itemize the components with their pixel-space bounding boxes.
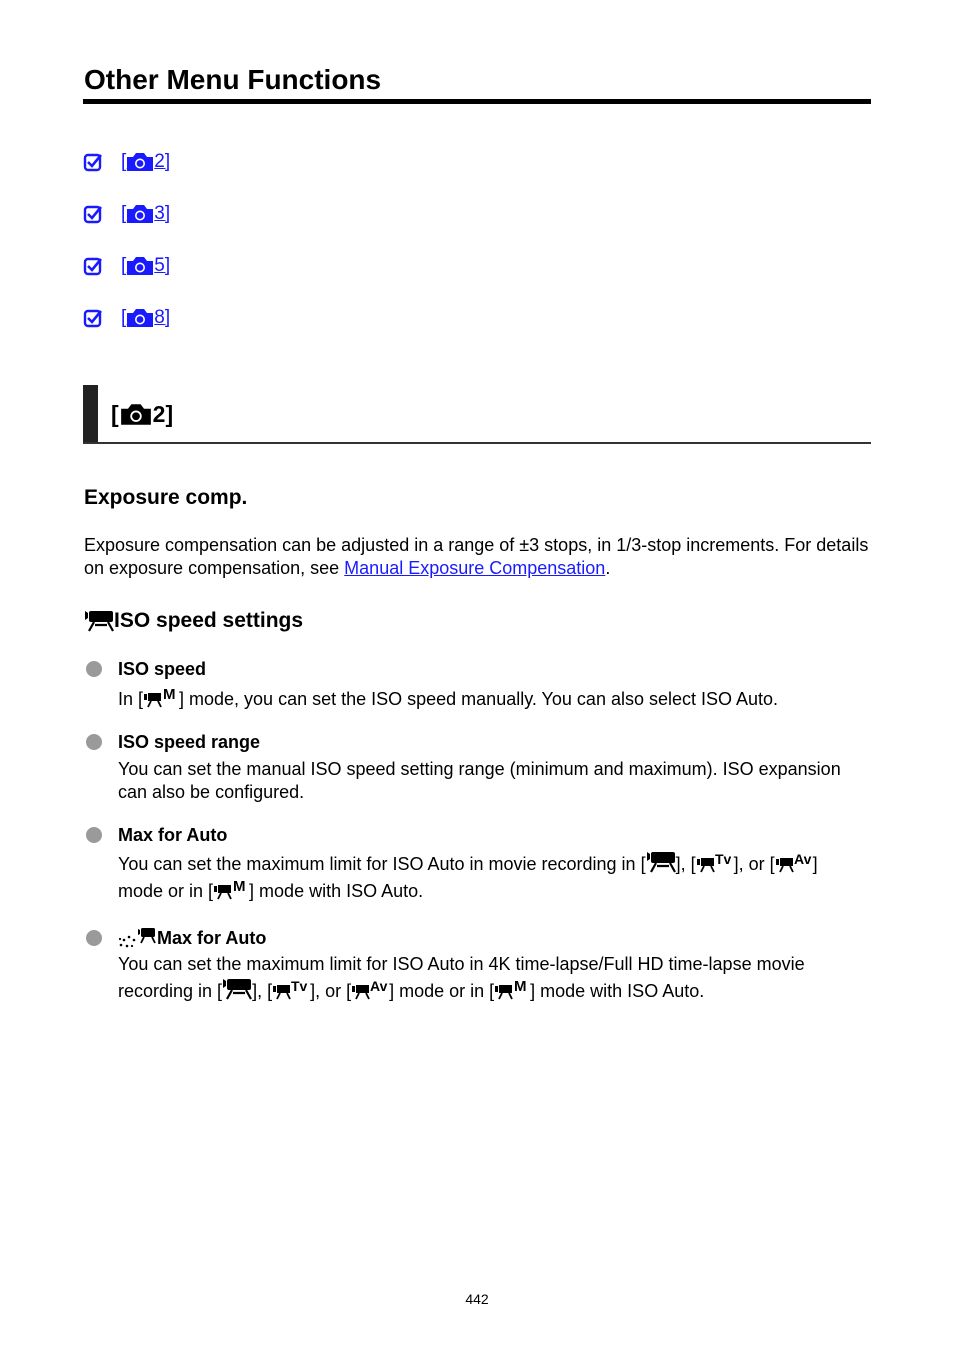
- mode-label: M: [233, 878, 246, 895]
- text-span: ] mode, you can set the ISO speed manually. You can also select ISO Auto.: [179, 689, 779, 709]
- item-text: [118, 951, 863, 1005]
- movie-manual-mode-icon: [494, 978, 530, 1000]
- section-rule: [83, 442, 871, 444]
- item-title: ISO speed: [118, 659, 207, 679]
- bracket: [: [111, 401, 119, 427]
- bullet: [86, 930, 102, 946]
- toc-link-shooting-2[interactable]: [121, 150, 170, 174]
- movie-tv-mode-icon: [272, 978, 310, 1000]
- mode-label: Tv: [714, 851, 731, 867]
- bullet: [86, 734, 102, 750]
- tab-number: 5: [154, 255, 165, 276]
- camera-icon: [126, 152, 154, 172]
- movie-tv-mode-icon: [696, 851, 734, 873]
- text-span: ] mode with ISO Auto.: [530, 981, 705, 1001]
- bracket: [: [121, 151, 127, 172]
- text-span: ]: [812, 854, 818, 874]
- text-span: ], or [: [310, 981, 352, 1001]
- page-title: Other Menu Functions: [84, 64, 382, 95]
- checkbox-link-icon: [83, 152, 103, 172]
- tab-number: 2: [154, 151, 165, 172]
- item-title: [118, 927, 266, 949]
- bracket: [: [121, 307, 127, 328]
- exposure-heading: Exposure comp.: [84, 486, 248, 509]
- mode-label: Tv: [291, 978, 308, 994]
- toc-item: [83, 254, 170, 306]
- bullet: [86, 827, 102, 843]
- bullet: [86, 661, 102, 677]
- text-span: You can set the maximum limit for ISO Auto in 4K time-lapse/Full HD time-lapse movie: [118, 954, 805, 974]
- section-header: [83, 385, 871, 444]
- period: .: [605, 558, 611, 578]
- item-title-text: Max for Auto: [157, 928, 267, 948]
- bracket: ]: [164, 255, 171, 276]
- camera-icon: [126, 308, 154, 328]
- bracket: ]: [164, 307, 171, 328]
- movie-icon: [222, 978, 252, 1000]
- text-span: mode or in [: [118, 881, 214, 901]
- time-lapse-movie-icon: [118, 927, 156, 949]
- movie-av-mode-icon: [351, 978, 389, 1000]
- camera-icon: [126, 256, 154, 276]
- section-bar: [83, 385, 98, 444]
- tab-number: 8: [154, 307, 165, 328]
- checkbox-link-icon: [83, 204, 103, 224]
- item-text: [118, 851, 863, 905]
- bracket: ]: [164, 151, 171, 172]
- page-number: 442: [465, 1291, 489, 1307]
- toc-list: [83, 150, 170, 358]
- exposure-text-body: Exposure compensation can be adjusted in a range of ±3 stops, in 1/3-stop increments. For details on exposure compensation, see: [84, 535, 869, 578]
- movie-icon: [646, 851, 676, 873]
- mode-label: Av: [370, 978, 388, 994]
- tab-number: 2: [152, 401, 166, 427]
- bracket: [: [121, 203, 127, 224]
- manual-exposure-link[interactable]: Manual Exposure Compensation: [344, 558, 606, 578]
- camera-icon: [126, 204, 154, 224]
- text-span: ], or [: [733, 854, 775, 874]
- section-title: [111, 399, 173, 429]
- camera-icon: [120, 403, 152, 426]
- iso-heading-text: ISO speed settings: [114, 609, 304, 632]
- toc-link-shooting-3[interactable]: [121, 202, 170, 226]
- toc-link-shooting-5[interactable]: [121, 254, 170, 278]
- text-span: recording in [: [118, 981, 223, 1001]
- checkbox-link-icon: [83, 256, 103, 276]
- title-rule: [83, 99, 871, 104]
- text-span: ], [: [252, 981, 273, 1001]
- item-title: ISO speed range: [118, 732, 261, 752]
- bracket: [: [121, 255, 127, 276]
- toc-item: [83, 202, 170, 254]
- text-span: You can set the maximum limit for ISO Auto in movie recording in [: [118, 854, 646, 874]
- tab-number: 3: [154, 203, 165, 224]
- mode-label: M: [163, 686, 176, 703]
- item-title: Max for Auto: [118, 825, 228, 845]
- text-span: In [: [118, 689, 144, 709]
- exposure-text: [84, 534, 874, 580]
- movie-manual-mode-icon: [213, 878, 249, 900]
- movie-manual-mode-icon: [143, 686, 179, 708]
- movie-av-mode-icon: [775, 851, 813, 873]
- iso-heading: [84, 608, 303, 634]
- mode-label: Av: [793, 851, 811, 867]
- checkbox-link-icon: [83, 308, 103, 328]
- toc-link-shooting-8[interactable]: [121, 306, 170, 330]
- movie-icon: [84, 610, 114, 632]
- toc-item: [83, 150, 170, 202]
- bracket: ]: [164, 203, 171, 224]
- text-span: ] mode with ISO Auto.: [249, 881, 424, 901]
- mode-label: M: [514, 978, 527, 995]
- item-text: You can set the manual ISO speed setting range (minimum and maximum). ISO expansion can also be configured.: [118, 759, 841, 802]
- bracket: ]: [165, 401, 174, 427]
- toc-item: [83, 306, 170, 358]
- text-span: ] mode or in [: [389, 981, 495, 1001]
- item-text: [118, 686, 863, 713]
- text-span: ], [: [675, 854, 696, 874]
